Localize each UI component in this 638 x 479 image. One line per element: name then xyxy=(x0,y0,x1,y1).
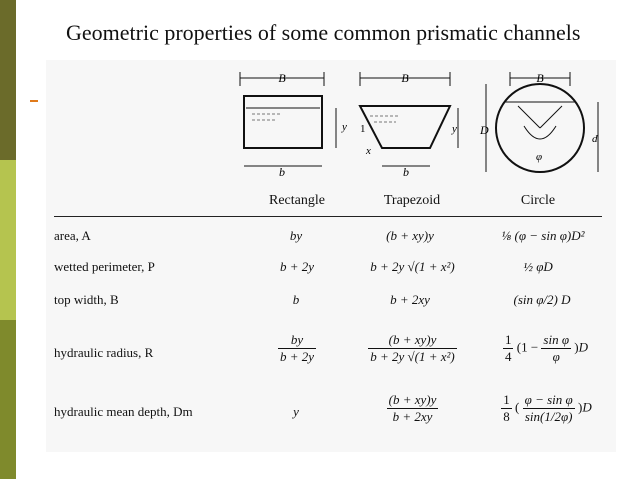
accent-bar-middle xyxy=(0,160,16,320)
circle-channel-figure xyxy=(478,66,608,181)
circle-angle-label: φ xyxy=(536,151,543,163)
trap-slope-vertical: 1 xyxy=(360,123,366,135)
top-width-trapezoid: b + 2xy xyxy=(390,292,430,307)
depth-rectangle: y xyxy=(293,404,299,419)
depth-circle-tail: D xyxy=(582,399,592,415)
area-circle: ⅛ (φ − sin φ)D² xyxy=(501,228,585,243)
radius-circle: $\frac{1}{4}$ (1 − $\frac{\text{sin φ}}{\varphi}$ )D xyxy=(504,332,589,364)
slide-title: Geometric properties of some common prismatic channels xyxy=(66,20,581,45)
row-label-top-width: top width, B xyxy=(54,292,119,307)
circle-diameter-label: D xyxy=(480,123,489,137)
trap-top-label: B xyxy=(401,71,409,85)
top-width-rectangle: b xyxy=(292,292,300,307)
trapezoid-channel-figure xyxy=(350,66,470,181)
depth-trap-den: b + 2xy xyxy=(392,409,433,424)
header-circle: Circle xyxy=(520,193,556,208)
depth-trap-num: (b + xy)y xyxy=(388,392,437,407)
radius-rect-den: b + 2y xyxy=(279,349,315,364)
radius-circle-coef-num: 1 xyxy=(504,332,512,347)
rect-top-label: B xyxy=(278,71,286,85)
perimeter-trapezoid: b + 2y √(1 + x²) xyxy=(370,259,455,274)
row-label-hydraulic-mean-depth: hydraulic mean depth, Dm xyxy=(54,404,193,419)
rect-depth-label: y xyxy=(342,121,347,133)
trap-bottom-label: b xyxy=(403,165,409,179)
rectangle-channel-figure xyxy=(232,66,347,181)
depth-trapezoid xyxy=(355,392,470,425)
radius-circle-tail: D xyxy=(578,339,589,355)
perimeter-circle: ½ φD xyxy=(523,259,553,274)
trap-slope-horizontal: x xyxy=(366,145,371,157)
row-label-area: area, A xyxy=(54,228,91,243)
area-trapezoid: (b + xy)y xyxy=(386,228,434,243)
depth-circle-inner-den: sin(1/2φ) xyxy=(524,409,573,424)
accent-bar-top xyxy=(0,0,16,160)
header-rule xyxy=(54,216,602,217)
radius-circle-inner-den: φ xyxy=(552,349,560,364)
depth-circle-coef-num: 1 xyxy=(503,392,510,407)
top-width-circle: (sin φ/2) D xyxy=(513,292,571,307)
radius-rectangle xyxy=(262,332,332,365)
perimeter-rectangle: b + 2y xyxy=(279,259,315,274)
radius-trap-den: b + 2y √(1 + x²) xyxy=(370,349,455,364)
row-label-hydraulic-radius: hydraulic radius, R xyxy=(54,345,154,360)
depth-circle: $\frac{1}{8}$ ( $\frac{\text{φ − sin φ}}{\sin(1/2\varphi)}$ )D xyxy=(503,392,592,424)
radius-trap-num: (b + xy)y xyxy=(368,332,457,349)
row-label-wetted-perimeter: wetted perimeter, P xyxy=(54,259,155,274)
radius-circle-inner-num: sin φ xyxy=(543,332,570,347)
depth-circle-coef-den: 8 xyxy=(503,409,510,424)
header-trapezoid: Trapezoid xyxy=(383,193,441,208)
circle-top-label: B xyxy=(536,71,544,85)
radius-rect-num: by xyxy=(278,332,316,349)
depth-circle-inner-num: φ − sin φ xyxy=(524,392,573,407)
rect-bottom-label: b xyxy=(279,165,285,179)
bullet-dash xyxy=(30,100,38,102)
radius-circle-coef-den: 4 xyxy=(504,349,512,364)
area-rectangle: by xyxy=(289,228,303,243)
header-rectangle: Rectangle xyxy=(269,193,325,208)
trap-depth-label: y xyxy=(452,123,457,135)
radius-trapezoid xyxy=(355,332,470,365)
accent-bar-bottom xyxy=(0,320,16,479)
circle-depth-label: d xyxy=(592,133,598,145)
